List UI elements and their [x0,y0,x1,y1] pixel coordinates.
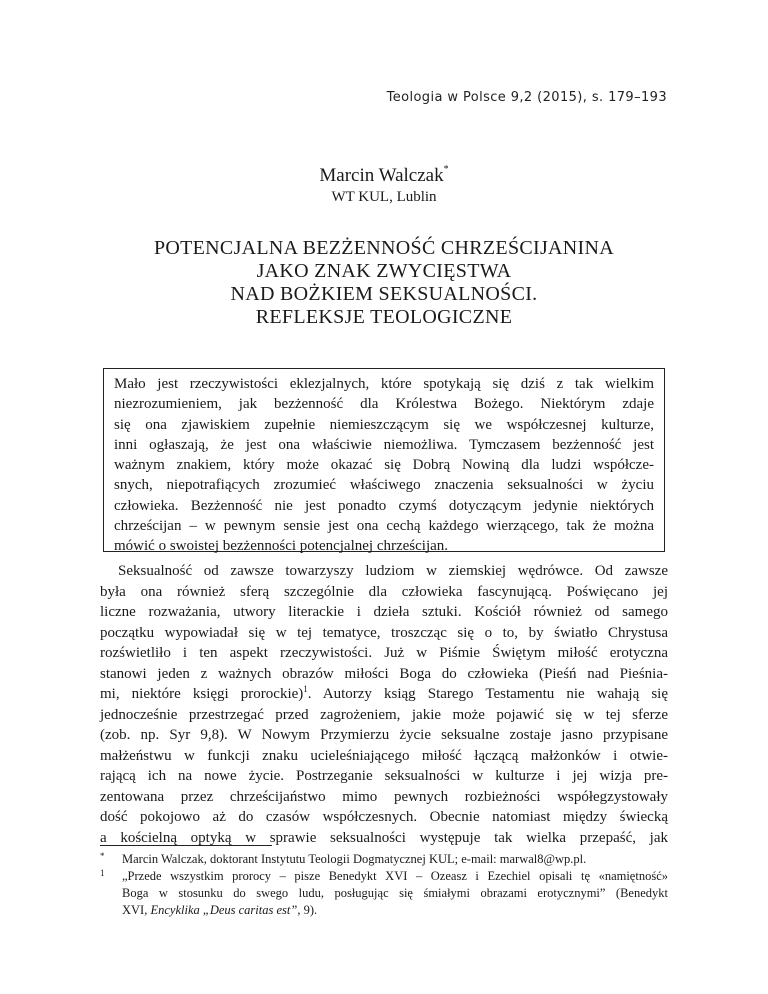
footnote-mark: * [100,851,105,861]
body-line: liczne rozważania, utwory literackie i dzieła sztuki. Kościół również od samego [100,604,668,620]
body-line: dość pokojowo aż do czasów współczesnych. Obecnie natomiast między świecką [100,809,668,825]
abstract-line: chrześcijan – w pewnym sensie jest ona cechą każdego wierzącego, tak że można [114,518,654,535]
author-name-text: Marcin Walczak [319,165,444,186]
abstract-line: inni ogłaszają, że jest ona właściwie niemożliwa. Tymczasem bezżenność jest [114,436,654,453]
footnote-1 [100,868,668,919]
body-line: jednocześnie przestrzegać przed zagrożeniem, jakie może pojawić się w tej sferze [100,706,668,723]
abstract-box [103,368,665,555]
body-line: była ona również sferą szczególnie dla człowieka fascynującą. Poświęcano jej [100,583,668,600]
footnote-source-title: Encyklika „Deus caritas est” [150,903,298,917]
journal-citation: Teologia w Polsce 9,2 (2015), s. 179–193 [386,90,667,105]
abstract-line: człowieka. Bezżenność nie jest ponadto czymś dotyczącym jedynie niektórych [114,497,654,514]
abstract-line: Mało jest rzeczywistości eklezjalnych, które spotykają się dziś z tak wielkim [114,376,654,392]
body-line: rającą ich na nowe życie. Postrzeganie seksualności w kulturze i jej wizja pre- [100,768,668,784]
abstract-line: mówić o swoistej bezżenności potencjalnej chrześcijan. [114,538,449,555]
footnote-ref-1[interactable]: 1 [303,684,308,694]
abstract-line: się ona zjawiskiem zupełnie niemieszczącym się we współczesnej kulturze, [114,416,654,433]
title-line: POTENCJALNA BEZŻENNOŚĆ CHRZEŚCIJANINA [153,237,614,259]
author-affiliation: WT KUL, Lublin [331,189,437,205]
body-line: rozświetliło i ten aspekt rzeczywistości. Już w Piśmie Świętym miłość erotyczna [100,645,668,661]
footnote-text: Boga w stosunku do swego ludu, posługując się śmiałymi obrazami erotycznymi” (Benedykt [122,886,668,900]
footnote-text-plain: XVI, [122,903,151,917]
article-title [0,237,768,329]
title-line: NAD BOŻKIEM SEKSUALNOŚCI. [230,283,538,305]
title-line: JAKO ZNAK ZWYCIĘSTWA [256,260,512,282]
footnote-author [100,851,668,868]
body-line: małżeństwu w funkcji znaku ucieleśniającego miłość łączącą małżonków i otwie- [100,747,668,764]
abstract-line: snych, niepotrafiących zrozumieć właściwego znaczenia seksualności w życiu [114,477,654,494]
body-text: mi, niektóre księgi prorockie) [100,686,304,702]
author-footnote-mark: * [443,164,449,175]
body-line: początku wypowiadał się w tej tematyce, troszcząc się o to, by światło Chrystusa [100,624,668,641]
footnote-text: Marcin Walczak, doktorant Instytutu Teologii Dogmatycznej KUL; e-mail: marwal8@wp.pl. [122,852,587,866]
body-text: . Autorzy ksiąg Starego Testamentu nie wahają się [307,686,668,702]
footnote-text-end: , 9). [297,903,318,917]
author-name [0,164,768,187]
body-line: a kościelną optyką w sprawie seksualności występuje tak wielka przepaść, jak [100,829,668,846]
body-paragraph [100,561,668,848]
footnote-mark: 1 [100,868,105,878]
title-line: REFLEKSJE TEOLOGICZNE [255,306,513,328]
abstract-line: ważnym znakiem, który może okazać się Dobrą Nowiną dla ludzi współcze- [114,457,654,474]
footnote-text [122,902,668,919]
footnote-divider [100,845,272,846]
body-line: zentowana przez chrześcijaństwo mimo pewnych rozbieżności współegzystowały [100,788,668,805]
abstract-line: niezrozumieniem, jak bezżenność dla Królestwa Bożego. Niektórym zdaje [114,396,654,413]
body-line: Seksualność od zawsze towarzyszy ludziom w ziemskiej wędrówce. Od zawsze [118,563,668,579]
footnote-text: „Przede wszystkim prorocy – pisze Benedykt XVI – Ozeasz i Ezechiel opisali tę «namiętność» [122,869,668,883]
body-line: stanowi jeden z ważnych obrazów miłości Boga do człowieka (Pieśń nad Pieśnia- [100,665,668,682]
footnotes [100,851,668,919]
body-line: (zob. np. Syr 9,8). W Nowym Przymierzu życie seksualne zostaje jasno przypisane [100,727,668,743]
body-line [100,684,668,705]
